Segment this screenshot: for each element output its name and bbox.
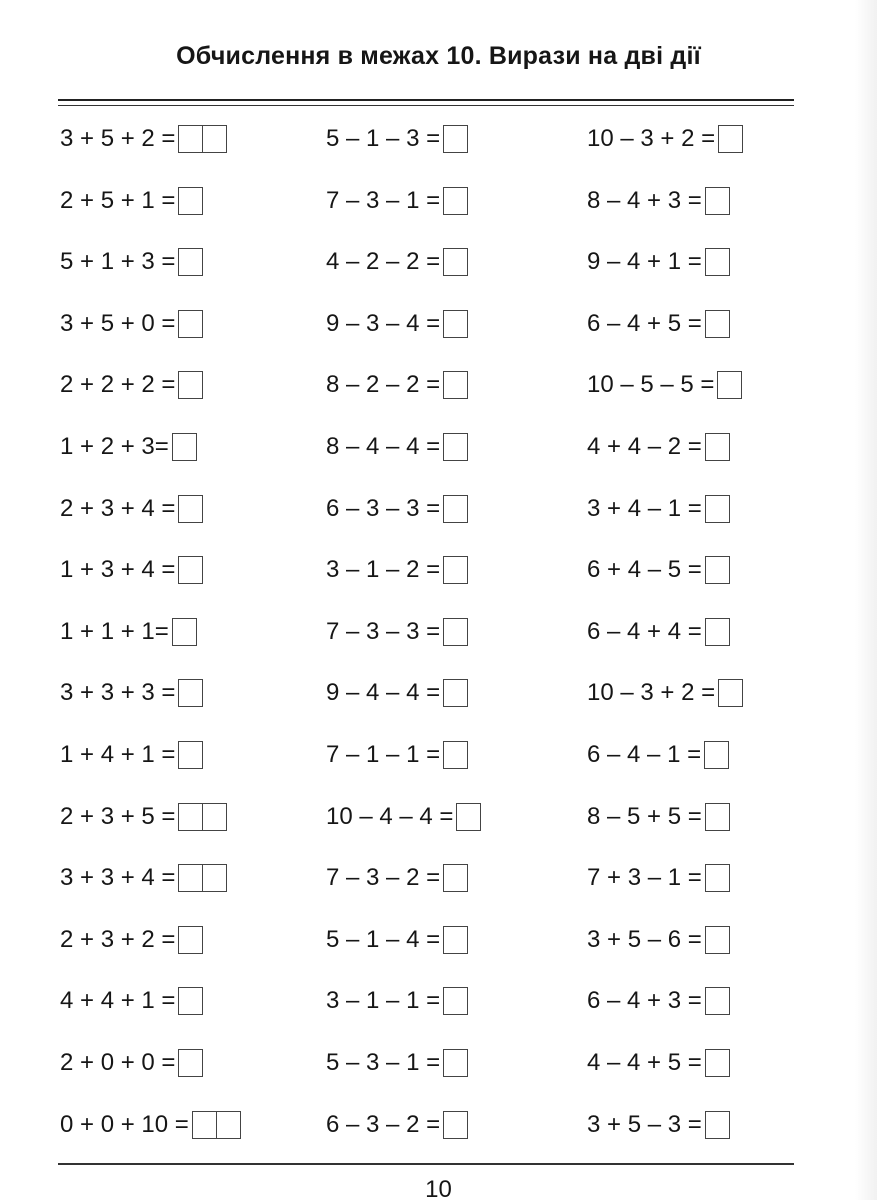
exercise-expression: 0 + 0 + 10 = (60, 1110, 189, 1138)
exercise-expression: 2 + 0 + 0 = (60, 1048, 176, 1076)
answer-boxes[interactable] (178, 310, 203, 338)
exercise-item (326, 616, 468, 648)
answer-boxes[interactable] (443, 987, 468, 1015)
worksheet-title: Обчислення в межах 10. Вирази на дві дії (176, 42, 701, 70)
exercise-expression: 3 – 1 – 2 = (326, 556, 441, 584)
exercise-expression: 3 + 5 – 3 = (587, 1110, 702, 1138)
exercise-expression: 2 + 2 + 2 = (60, 371, 176, 399)
exercise-row (0, 294, 877, 356)
answer-boxes[interactable] (705, 495, 730, 523)
exercise-row (0, 910, 877, 972)
exercise-expression: 10 – 4 – 4 = (326, 802, 454, 830)
exercise-row (0, 602, 877, 664)
answer-boxes[interactable] (178, 556, 203, 584)
answer-box[interactable] (443, 987, 468, 1015)
answer-box[interactable] (718, 125, 743, 153)
exercise-row (0, 725, 877, 787)
answer-box[interactable] (718, 679, 743, 707)
answer-boxes[interactable] (178, 864, 227, 892)
answer-box[interactable] (443, 556, 468, 584)
answer-boxes[interactable] (705, 864, 730, 892)
exercise-item (326, 739, 468, 771)
answer-boxes[interactable] (178, 495, 203, 523)
answer-boxes[interactable] (704, 741, 729, 769)
exercise-row (0, 109, 877, 171)
exercise-row (0, 540, 877, 602)
exercise-expression: 1 + 2 + 3= (60, 432, 169, 460)
exercise-expression: 8 – 4 – 4 = (326, 432, 441, 460)
answer-box[interactable] (443, 618, 468, 646)
answer-boxes[interactable] (443, 556, 468, 584)
exercise-item (60, 185, 203, 217)
exercise-item (587, 616, 730, 648)
exercise-grid (0, 109, 877, 1156)
exercise-expression: 4 – 2 – 2 = (326, 248, 441, 276)
exercise-expression: 7 – 1 – 1 = (326, 740, 441, 768)
exercise-expression: 10 – 5 – 5 = (587, 371, 715, 399)
exercise-expression: 10 – 3 + 2 = (587, 679, 716, 707)
answer-boxes[interactable] (705, 1049, 730, 1077)
exercise-row (0, 1095, 877, 1157)
exercise-item (60, 985, 203, 1017)
answer-boxes[interactable] (178, 679, 203, 707)
exercise-row (0, 663, 877, 725)
answer-boxes[interactable] (192, 1111, 241, 1139)
answer-boxes[interactable] (443, 495, 468, 523)
exercise-expression: 7 – 3 – 3 = (326, 617, 441, 645)
answer-box[interactable] (178, 371, 203, 399)
exercise-expression: 6 – 4 – 1 = (587, 740, 702, 768)
answer-box[interactable] (443, 741, 468, 769)
exercise-expression: 6 – 4 + 5 = (587, 309, 702, 337)
answer-box[interactable] (705, 495, 730, 523)
exercise-expression: 4 – 4 + 5 = (587, 1048, 702, 1076)
answer-box[interactable] (705, 1049, 730, 1077)
answer-boxes[interactable] (705, 310, 730, 338)
exercise-row (0, 787, 877, 849)
exercise-expression: 1 + 4 + 1 = (60, 740, 176, 768)
answer-boxes[interactable] (443, 1049, 468, 1077)
answer-box[interactable] (178, 556, 203, 584)
answer-boxes[interactable] (443, 248, 468, 276)
exercise-expression: 1 + 3 + 4 = (60, 556, 176, 584)
exercise-item (587, 862, 730, 894)
exercise-item (60, 431, 197, 463)
exercise-item (60, 123, 227, 155)
answer-box[interactable] (178, 803, 203, 831)
answer-box[interactable] (705, 556, 730, 584)
answer-box[interactable] (443, 1049, 468, 1077)
exercise-item (326, 308, 468, 340)
answer-box[interactable] (203, 803, 227, 831)
exercise-item (587, 1109, 730, 1141)
exercise-item (60, 246, 203, 278)
answer-boxes[interactable] (178, 125, 227, 153)
answer-boxes[interactable] (705, 187, 730, 215)
exercise-item (60, 616, 197, 648)
answer-box[interactable] (705, 987, 730, 1015)
exercise-row (0, 848, 877, 910)
answer-boxes[interactable] (456, 803, 481, 831)
exercise-expression: 6 – 3 – 2 = (326, 1110, 441, 1138)
exercise-item (326, 924, 468, 956)
answer-boxes[interactable] (443, 741, 468, 769)
page-number: 10 (425, 1176, 452, 1203)
exercise-expression: 3 + 5 + 0 = (60, 309, 176, 337)
exercise-expression: 6 + 4 – 5 = (587, 556, 702, 584)
exercise-item (60, 801, 227, 833)
exercise-item (326, 185, 468, 217)
exercise-item (326, 677, 468, 709)
exercise-item (587, 739, 729, 771)
answer-box[interactable] (178, 310, 203, 338)
exercise-item (60, 862, 227, 894)
answer-box[interactable] (705, 864, 730, 892)
exercise-row (0, 417, 877, 479)
answer-box[interactable] (443, 371, 468, 399)
exercise-expression: 3 – 1 – 1 = (326, 987, 441, 1015)
exercise-expression: 1 + 1 + 1= (60, 617, 169, 645)
answer-boxes[interactable] (443, 125, 468, 153)
exercise-expression: 7 + 3 – 1 = (587, 864, 702, 892)
answer-boxes[interactable] (443, 618, 468, 646)
exercise-expression: 9 – 3 – 4 = (326, 309, 441, 337)
exercise-item (60, 1109, 241, 1141)
answer-boxes[interactable] (443, 864, 468, 892)
exercise-item (326, 862, 468, 894)
exercise-item (326, 123, 468, 155)
exercise-item (587, 185, 730, 217)
answer-box[interactable] (178, 864, 203, 892)
exercise-expression: 6 – 4 + 3 = (587, 987, 702, 1015)
answer-boxes[interactable] (443, 187, 468, 215)
exercise-item (587, 554, 730, 586)
answer-boxes[interactable] (443, 926, 468, 954)
answer-boxes[interactable] (717, 371, 742, 399)
answer-box[interactable] (172, 618, 197, 646)
answer-boxes[interactable] (443, 371, 468, 399)
exercise-expression: 5 + 1 + 3 = (60, 248, 176, 276)
answer-box[interactable] (178, 248, 203, 276)
answer-box[interactable] (178, 495, 203, 523)
exercise-item (587, 493, 730, 525)
answer-boxes[interactable] (443, 1111, 468, 1139)
answer-box[interactable] (178, 987, 203, 1015)
exercise-expression: 4 + 4 + 1 = (60, 987, 176, 1015)
answer-box[interactable] (443, 125, 468, 153)
answer-boxes[interactable] (718, 125, 743, 153)
answer-boxes[interactable] (178, 926, 203, 954)
answer-box[interactable] (443, 864, 468, 892)
exercise-item (326, 801, 481, 833)
answer-boxes[interactable] (178, 1049, 203, 1077)
answer-box[interactable] (217, 1111, 241, 1139)
footer-rule (58, 1163, 794, 1165)
exercise-item (587, 1047, 730, 1079)
answer-box[interactable] (443, 1111, 468, 1139)
exercise-item (60, 739, 203, 771)
exercise-item (60, 924, 203, 956)
exercise-item (587, 246, 730, 278)
exercise-item (587, 677, 743, 709)
exercise-expression: 8 – 5 + 5 = (587, 802, 702, 830)
exercise-expression: 3 + 3 + 4 = (60, 864, 176, 892)
answer-boxes[interactable] (178, 371, 203, 399)
exercise-item (60, 677, 203, 709)
exercise-item (587, 801, 730, 833)
exercise-item (587, 308, 730, 340)
answer-box[interactable] (705, 618, 730, 646)
title-rule-thin (58, 105, 794, 106)
answer-box[interactable] (456, 803, 481, 831)
exercise-expression: 7 – 3 – 1 = (326, 186, 441, 214)
exercise-expression: 3 + 5 + 2 = (60, 125, 176, 152)
answer-boxes[interactable] (178, 741, 203, 769)
answer-box[interactable] (443, 679, 468, 707)
exercise-expression: 2 + 3 + 2 = (60, 925, 176, 953)
answer-box[interactable] (705, 1111, 730, 1139)
exercise-item (60, 308, 203, 340)
exercise-item (587, 369, 742, 401)
exercise-expression: 3 + 4 – 1 = (587, 494, 702, 522)
answer-boxes[interactable] (705, 803, 730, 831)
answer-boxes[interactable] (705, 618, 730, 646)
exercise-expression: 9 – 4 + 1 = (587, 248, 702, 276)
answer-boxes[interactable] (718, 679, 743, 707)
answer-boxes[interactable] (178, 803, 227, 831)
exercise-item (326, 493, 468, 525)
answer-box[interactable] (178, 679, 203, 707)
answer-boxes[interactable] (443, 310, 468, 338)
answer-box[interactable] (172, 433, 197, 461)
exercise-row (0, 479, 877, 541)
exercise-item (326, 1109, 468, 1141)
answer-box[interactable] (178, 125, 203, 153)
answer-box[interactable] (443, 926, 468, 954)
answer-box[interactable] (192, 1111, 217, 1139)
answer-box[interactable] (443, 433, 468, 461)
exercise-expression: 9 – 4 – 4 = (326, 679, 441, 707)
answer-boxes[interactable] (172, 618, 197, 646)
exercise-row (0, 232, 877, 294)
exercise-item (326, 246, 468, 278)
exercise-item (60, 369, 203, 401)
answer-box[interactable] (443, 248, 468, 276)
answer-box[interactable] (705, 803, 730, 831)
answer-boxes[interactable] (705, 987, 730, 1015)
answer-box[interactable] (443, 310, 468, 338)
answer-boxes[interactable] (705, 433, 730, 461)
exercise-expression: 10 – 3 + 2 = (587, 125, 716, 152)
answer-box[interactable] (705, 433, 730, 461)
exercise-item (60, 554, 203, 586)
exercise-item (587, 123, 743, 155)
exercise-item (60, 493, 203, 525)
answer-box[interactable] (178, 741, 203, 769)
exercise-expression: 5 – 1 – 3 = (326, 125, 441, 152)
exercise-item (587, 985, 730, 1017)
exercise-row (0, 1033, 877, 1095)
exercise-expression: 8 – 4 + 3 = (587, 186, 702, 214)
answer-boxes[interactable] (705, 926, 730, 954)
exercise-expression: 5 – 1 – 4 = (326, 925, 441, 953)
answer-boxes[interactable] (705, 248, 730, 276)
answer-box[interactable] (178, 926, 203, 954)
answer-box[interactable] (705, 187, 730, 215)
title-rule-thick (58, 99, 794, 101)
answer-box[interactable] (705, 248, 730, 276)
answer-box[interactable] (203, 864, 227, 892)
exercise-expression: 2 + 3 + 4 = (60, 494, 176, 522)
answer-box[interactable] (203, 125, 227, 153)
exercise-item (587, 924, 730, 956)
answer-box[interactable] (178, 1049, 203, 1077)
exercise-item (326, 985, 468, 1017)
exercise-row (0, 355, 877, 417)
answer-box[interactable] (443, 187, 468, 215)
exercise-item (326, 431, 468, 463)
answer-box[interactable] (705, 310, 730, 338)
exercise-item (60, 1047, 203, 1079)
exercise-row (0, 971, 877, 1033)
exercise-expression: 5 – 3 – 1 = (326, 1048, 441, 1076)
exercise-expression: 3 + 5 – 6 = (587, 925, 702, 953)
answer-box[interactable] (178, 187, 203, 215)
answer-boxes[interactable] (178, 248, 203, 276)
exercise-item (326, 369, 468, 401)
answer-boxes[interactable] (705, 556, 730, 584)
exercise-expression: 8 – 2 – 2 = (326, 371, 441, 399)
exercise-expression: 6 – 4 + 4 = (587, 617, 702, 645)
answer-boxes[interactable] (443, 433, 468, 461)
answer-boxes[interactable] (178, 987, 203, 1015)
exercise-expression: 6 – 3 – 3 = (326, 494, 441, 522)
answer-boxes[interactable] (443, 679, 468, 707)
answer-boxes[interactable] (172, 433, 197, 461)
exercise-expression: 2 + 3 + 5 = (60, 802, 176, 830)
answer-boxes[interactable] (705, 1111, 730, 1139)
answer-box[interactable] (705, 926, 730, 954)
exercise-item (326, 554, 468, 586)
answer-boxes[interactable] (178, 187, 203, 215)
exercise-expression: 2 + 5 + 1 = (60, 186, 176, 214)
answer-box[interactable] (704, 741, 729, 769)
exercise-row (0, 171, 877, 233)
answer-box[interactable] (717, 371, 742, 399)
exercise-expression: 7 – 3 – 2 = (326, 864, 441, 892)
answer-box[interactable] (443, 495, 468, 523)
exercise-item (326, 1047, 468, 1079)
exercise-expression: 4 + 4 – 2 = (587, 432, 702, 460)
exercise-item (587, 431, 730, 463)
exercise-expression: 3 + 3 + 3 = (60, 679, 176, 707)
